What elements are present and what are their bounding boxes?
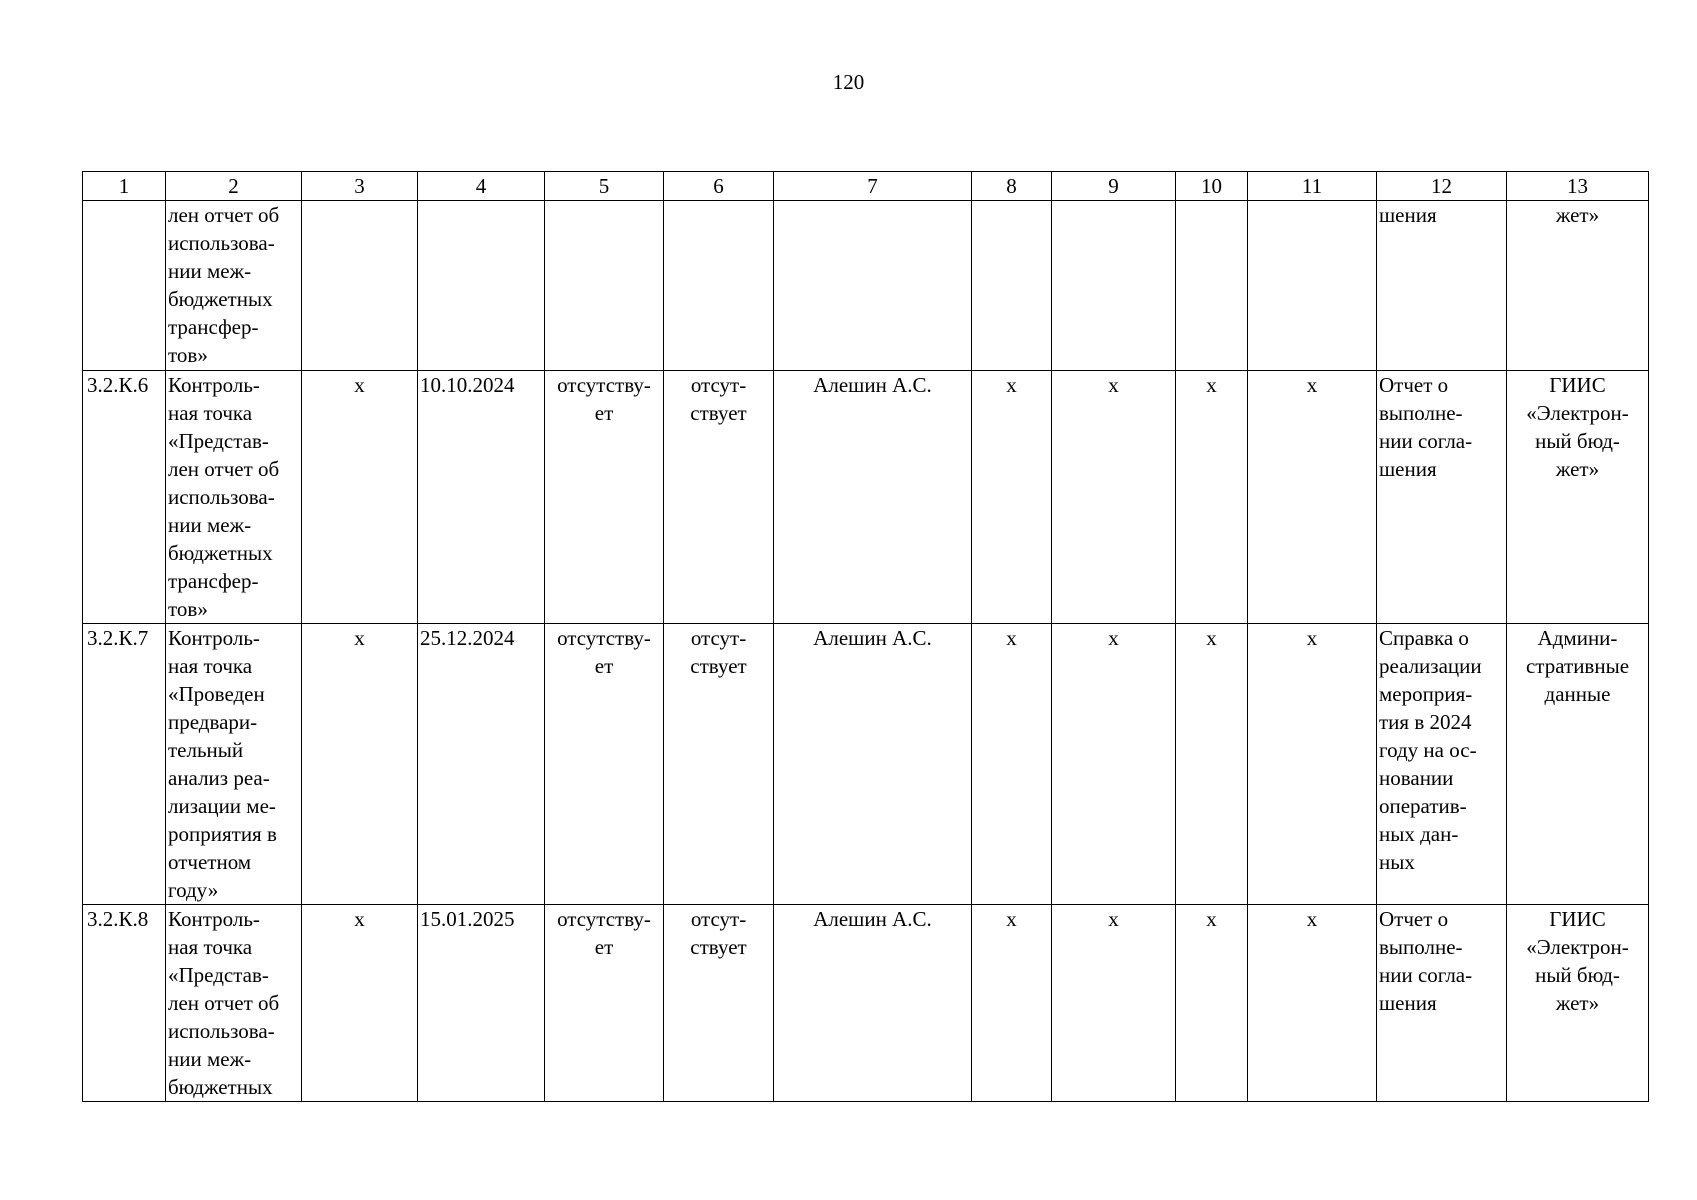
cell-date [418,201,545,371]
cell-col5 [545,201,664,371]
column-header: 10 [1176,172,1248,201]
control-points-table [82,171,1649,1102]
cell-col6: отсут- ствует [664,371,774,624]
row-name: Контроль- ная точка «Представ- лен отчет об использова- нии меж- бюджетных [166,905,302,1102]
row-name: лен отчет об использова- нии меж- бюджетных трансфер- тов» [166,201,302,371]
cell-col11 [1248,201,1377,371]
cell-system: ГИИС «Электрон- ный бюд- жет» [1507,371,1649,624]
cell-col3: х [302,624,418,905]
cell-responsible: Алешин А.С. [774,905,972,1102]
column-header: 11 [1248,172,1377,201]
column-header: 8 [972,172,1052,201]
cell-col8: х [972,905,1052,1102]
cell-date: 10.10.2024 [418,371,545,624]
cell-date: 15.01.2025 [418,905,545,1102]
cell-col5: отсутству- ет [545,624,664,905]
table-row [83,371,1649,624]
cell-document: Отчет о выполне- нии согла- шения [1377,371,1507,624]
column-header: 1 [83,172,166,201]
row-code: 3.2.К.6 [83,371,166,624]
column-number-row [83,172,1649,201]
cell-col3: х [302,905,418,1102]
cell-col8: х [972,371,1052,624]
cell-col6: отсут- ствует [664,624,774,905]
cell-col6: отсут- ствует [664,905,774,1102]
cell-col10: х [1176,371,1248,624]
page-number: 120 [832,70,865,94]
table-row [83,624,1649,905]
row-code: 3.2.К.8 [83,905,166,1102]
column-header: 5 [545,172,664,201]
column-header: 6 [664,172,774,201]
cell-col9 [1052,201,1176,371]
cell-system: жет» [1507,201,1649,371]
cell-col11: х [1248,371,1377,624]
cell-system: ГИИС «Электрон- ный бюд- жет» [1507,905,1649,1102]
row-code: 3.2.К.7 [83,624,166,905]
row-code [83,201,166,371]
cell-col10 [1176,201,1248,371]
cell-col9: х [1052,371,1176,624]
cell-col11: х [1248,624,1377,905]
cell-date: 25.12.2024 [418,624,545,905]
cell-col9: х [1052,624,1176,905]
cell-col9: х [1052,905,1176,1102]
cell-col6 [664,201,774,371]
cell-col5: отсутству- ет [545,371,664,624]
cell-responsible: Алешин А.С. [774,371,972,624]
cell-document: шения [1377,201,1507,371]
cell-col11: х [1248,905,1377,1102]
cell-document: Справка о реализации мероприя- тия в 2024 году на ос- новании оператив- ных дан- ных [1377,624,1507,905]
column-header: 12 [1377,172,1507,201]
cell-col10: х [1176,624,1248,905]
column-header: 4 [418,172,545,201]
column-header: 2 [166,172,302,201]
column-header: 13 [1507,172,1649,201]
cell-col3 [302,201,418,371]
cell-document: Отчет о выполне- нии согла- шения [1377,905,1507,1102]
table-row [83,905,1649,1102]
cell-col5: отсутству- ет [545,905,664,1102]
cell-col8: х [972,624,1052,905]
cell-col3: х [302,371,418,624]
column-header: 9 [1052,172,1176,201]
column-header: 3 [302,172,418,201]
cell-responsible [774,201,972,371]
cell-col8 [972,201,1052,371]
cell-responsible: Алешин А.С. [774,624,972,905]
table-row [83,201,1649,371]
cell-system: Админи- стративные данные [1507,624,1649,905]
row-name: Контроль- ная точка «Представ- лен отчет об использова- нии меж- бюджетных трансфер- тов» [166,371,302,624]
cell-col10: х [1176,905,1248,1102]
column-header: 7 [774,172,972,201]
row-name: Контроль- ная точка «Проведен предвари- тельный анализ реа- лизации ме- роприятия в отчетном году» [166,624,302,905]
